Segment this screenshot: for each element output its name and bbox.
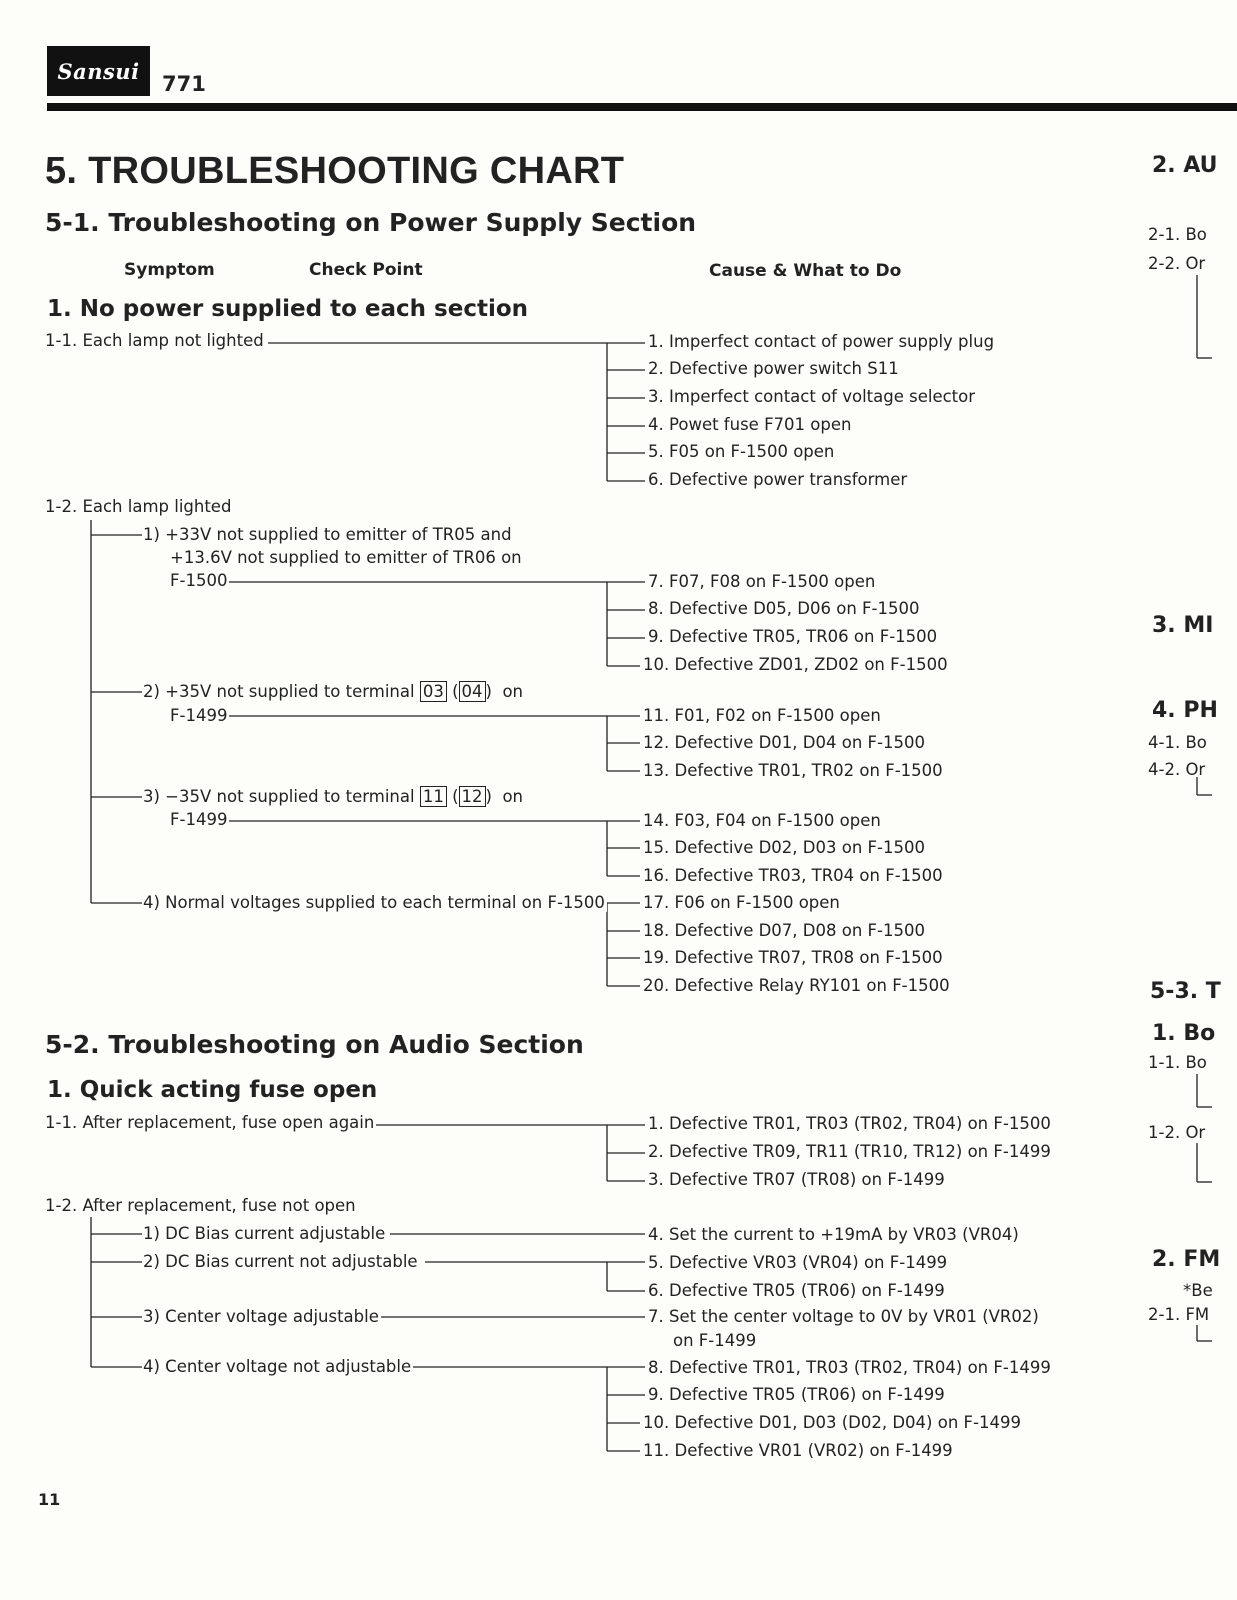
cause-item: 20. Defective Relay RY101 on F-1500 xyxy=(643,976,950,995)
model-number: 771 xyxy=(162,72,206,96)
fuse-open-heading: 1. Quick acting fuse open xyxy=(47,1077,378,1103)
cause-item: 10. Defective ZD01, ZD02 on F-1500 xyxy=(643,655,948,674)
cause-item: 2. Defective TR09, TR11 (TR10, TR12) on F-1499 xyxy=(648,1142,1051,1161)
check-point-3-line2: F-1499 xyxy=(170,810,228,829)
symptom-column-header: Symptom xyxy=(124,260,215,280)
check-point-3: 3) −35V not supplied to terminal 11 ( 12 ) on xyxy=(143,787,524,806)
cause-item: 1. Defective TR01, TR03 (TR02, TR04) on F-1500 xyxy=(648,1114,1051,1133)
cause-item: 4. Set the current to +19mA by VR03 (VR04) xyxy=(648,1225,1019,1244)
cause-item: 12. Defective D01, D04 on F-1500 xyxy=(643,733,925,752)
check-point-1-line2: +13.6V not supplied to emitter of TR06 on xyxy=(170,548,522,567)
cause-item: 6. Defective power transformer xyxy=(648,470,908,489)
cause-column-header: Cause & What to Do xyxy=(709,261,902,281)
cause-item: 7. Set the center voltage to 0V by VR01 (VR02) xyxy=(648,1307,1039,1326)
cause-item: 7. F07, F08 on F-1500 open xyxy=(648,572,876,591)
right-page-heading: 2. AU xyxy=(1152,153,1218,178)
cause-item: 4. Powet fuse F701 open xyxy=(648,415,852,434)
right-page-text: 4-2. Or xyxy=(1148,760,1206,779)
terminal-box: 11 xyxy=(420,786,447,807)
audio-section-heading: 5-2. Troubleshooting on Audio Section xyxy=(45,1030,584,1059)
cause-item: 5. F05 on F-1500 open xyxy=(648,442,835,461)
right-page-heading: 3. MI xyxy=(1152,613,1214,638)
right-page-text: 2-1. Bo xyxy=(1148,225,1207,244)
check-point-4: 4) Normal voltages supplied to each terminal on F-1500 xyxy=(143,893,605,912)
right-page-heading: 4. PH xyxy=(1152,698,1218,723)
audio-check-3: 3) Center voltage adjustable xyxy=(143,1307,379,1326)
right-page-heading: 2. FM xyxy=(1152,1247,1221,1272)
right-page-text: 2-2. Or xyxy=(1148,254,1206,273)
right-page-text: *Be xyxy=(1183,1281,1213,1300)
cause-item: 11. F01, F02 on F-1500 open xyxy=(643,706,881,725)
cause-item: 6. Defective TR05 (TR06) on F-1499 xyxy=(648,1281,945,1300)
page-title: 5. TROUBLESHOOTING CHART xyxy=(45,150,625,192)
page-number: 11 xyxy=(38,1490,61,1509)
cause-item: 5. Defective VR03 (VR04) on F-1499 xyxy=(648,1253,948,1272)
cause-item: 3. Defective TR07 (TR08) on F-1499 xyxy=(648,1170,945,1189)
check-point-1: 1) +33V not supplied to emitter of TR05 and xyxy=(143,525,512,544)
cause-item: 13. Defective TR01, TR02 on F-1500 xyxy=(643,761,943,780)
cause-item: 10. Defective D01, D03 (D02, D04) on F-1499 xyxy=(643,1413,1021,1432)
check-point-2-line2: F-1499 xyxy=(170,706,228,725)
check-point-2: 2) +35V not supplied to terminal 03 ( 04 ) on xyxy=(143,682,524,701)
cause-item: 9. Defective TR05, TR06 on F-1500 xyxy=(648,627,938,646)
cause-item: 1. Imperfect contact of power supply plug xyxy=(648,332,995,351)
audio-symptom-1-1: 1-1. After replacement, fuse open again xyxy=(45,1113,375,1132)
no-power-heading: 1. No power supplied to each section xyxy=(47,296,529,322)
checkpoint-column-header: Check Point xyxy=(309,260,423,280)
cause-item: 14. F03, F04 on F-1500 open xyxy=(643,811,881,830)
right-page-text: 4-1. Bo xyxy=(1148,733,1207,752)
right-page-heading: 5-3. T xyxy=(1150,979,1221,1004)
cause-item: 8. Defective D05, D06 on F-1500 xyxy=(648,599,920,618)
cause-item: 9. Defective TR05 (TR06) on F-1499 xyxy=(648,1385,945,1404)
check-point-1-line3: F-1500 xyxy=(170,571,228,590)
symptom-1-2: 1-2. Each lamp lighted xyxy=(45,497,232,516)
cause-item: 19. Defective TR07, TR08 on F-1500 xyxy=(643,948,943,967)
audio-check-4: 4) Center voltage not adjustable xyxy=(143,1357,412,1376)
cause-item-line2: on F-1499 xyxy=(673,1331,757,1350)
audio-symptom-1-2: 1-2. After replacement, fuse not open xyxy=(45,1196,356,1215)
cause-item: 3. Imperfect contact of voltage selector xyxy=(648,387,976,406)
power-section-heading: 5-1. Troubleshooting on Power Supply Section xyxy=(45,208,697,237)
symptom-1-1: 1-1. Each lamp not lighted xyxy=(45,331,264,350)
terminal-box: 03 xyxy=(420,681,447,702)
cause-item: 17. F06 on F-1500 open xyxy=(643,893,840,912)
cause-item: 2. Defective power switch S11 xyxy=(648,359,899,378)
terminal-box: 12 xyxy=(459,786,486,807)
brand-logo: Sansui xyxy=(47,46,150,96)
right-page-text: 2-1. FM xyxy=(1148,1305,1210,1324)
cause-item: 16. Defective TR03, TR04 on F-1500 xyxy=(643,866,943,885)
audio-check-1: 1) DC Bias current adjustable xyxy=(143,1224,386,1243)
cause-item: 15. Defective D02, D03 on F-1500 xyxy=(643,838,925,857)
right-page-heading: 1. Bo xyxy=(1152,1021,1216,1046)
cause-item: 11. Defective VR01 (VR02) on F-1499 xyxy=(643,1441,953,1460)
right-page-text: 1-2. Or xyxy=(1148,1123,1206,1142)
cause-item: 8. Defective TR01, TR03 (TR02, TR04) on F-1499 xyxy=(648,1358,1051,1377)
cause-item: 18. Defective D07, D08 on F-1500 xyxy=(643,921,925,940)
audio-check-2: 2) DC Bias current not adjustable xyxy=(143,1252,418,1271)
terminal-box: 04 xyxy=(459,681,486,702)
right-page-text: 1-1. Bo xyxy=(1148,1053,1207,1072)
